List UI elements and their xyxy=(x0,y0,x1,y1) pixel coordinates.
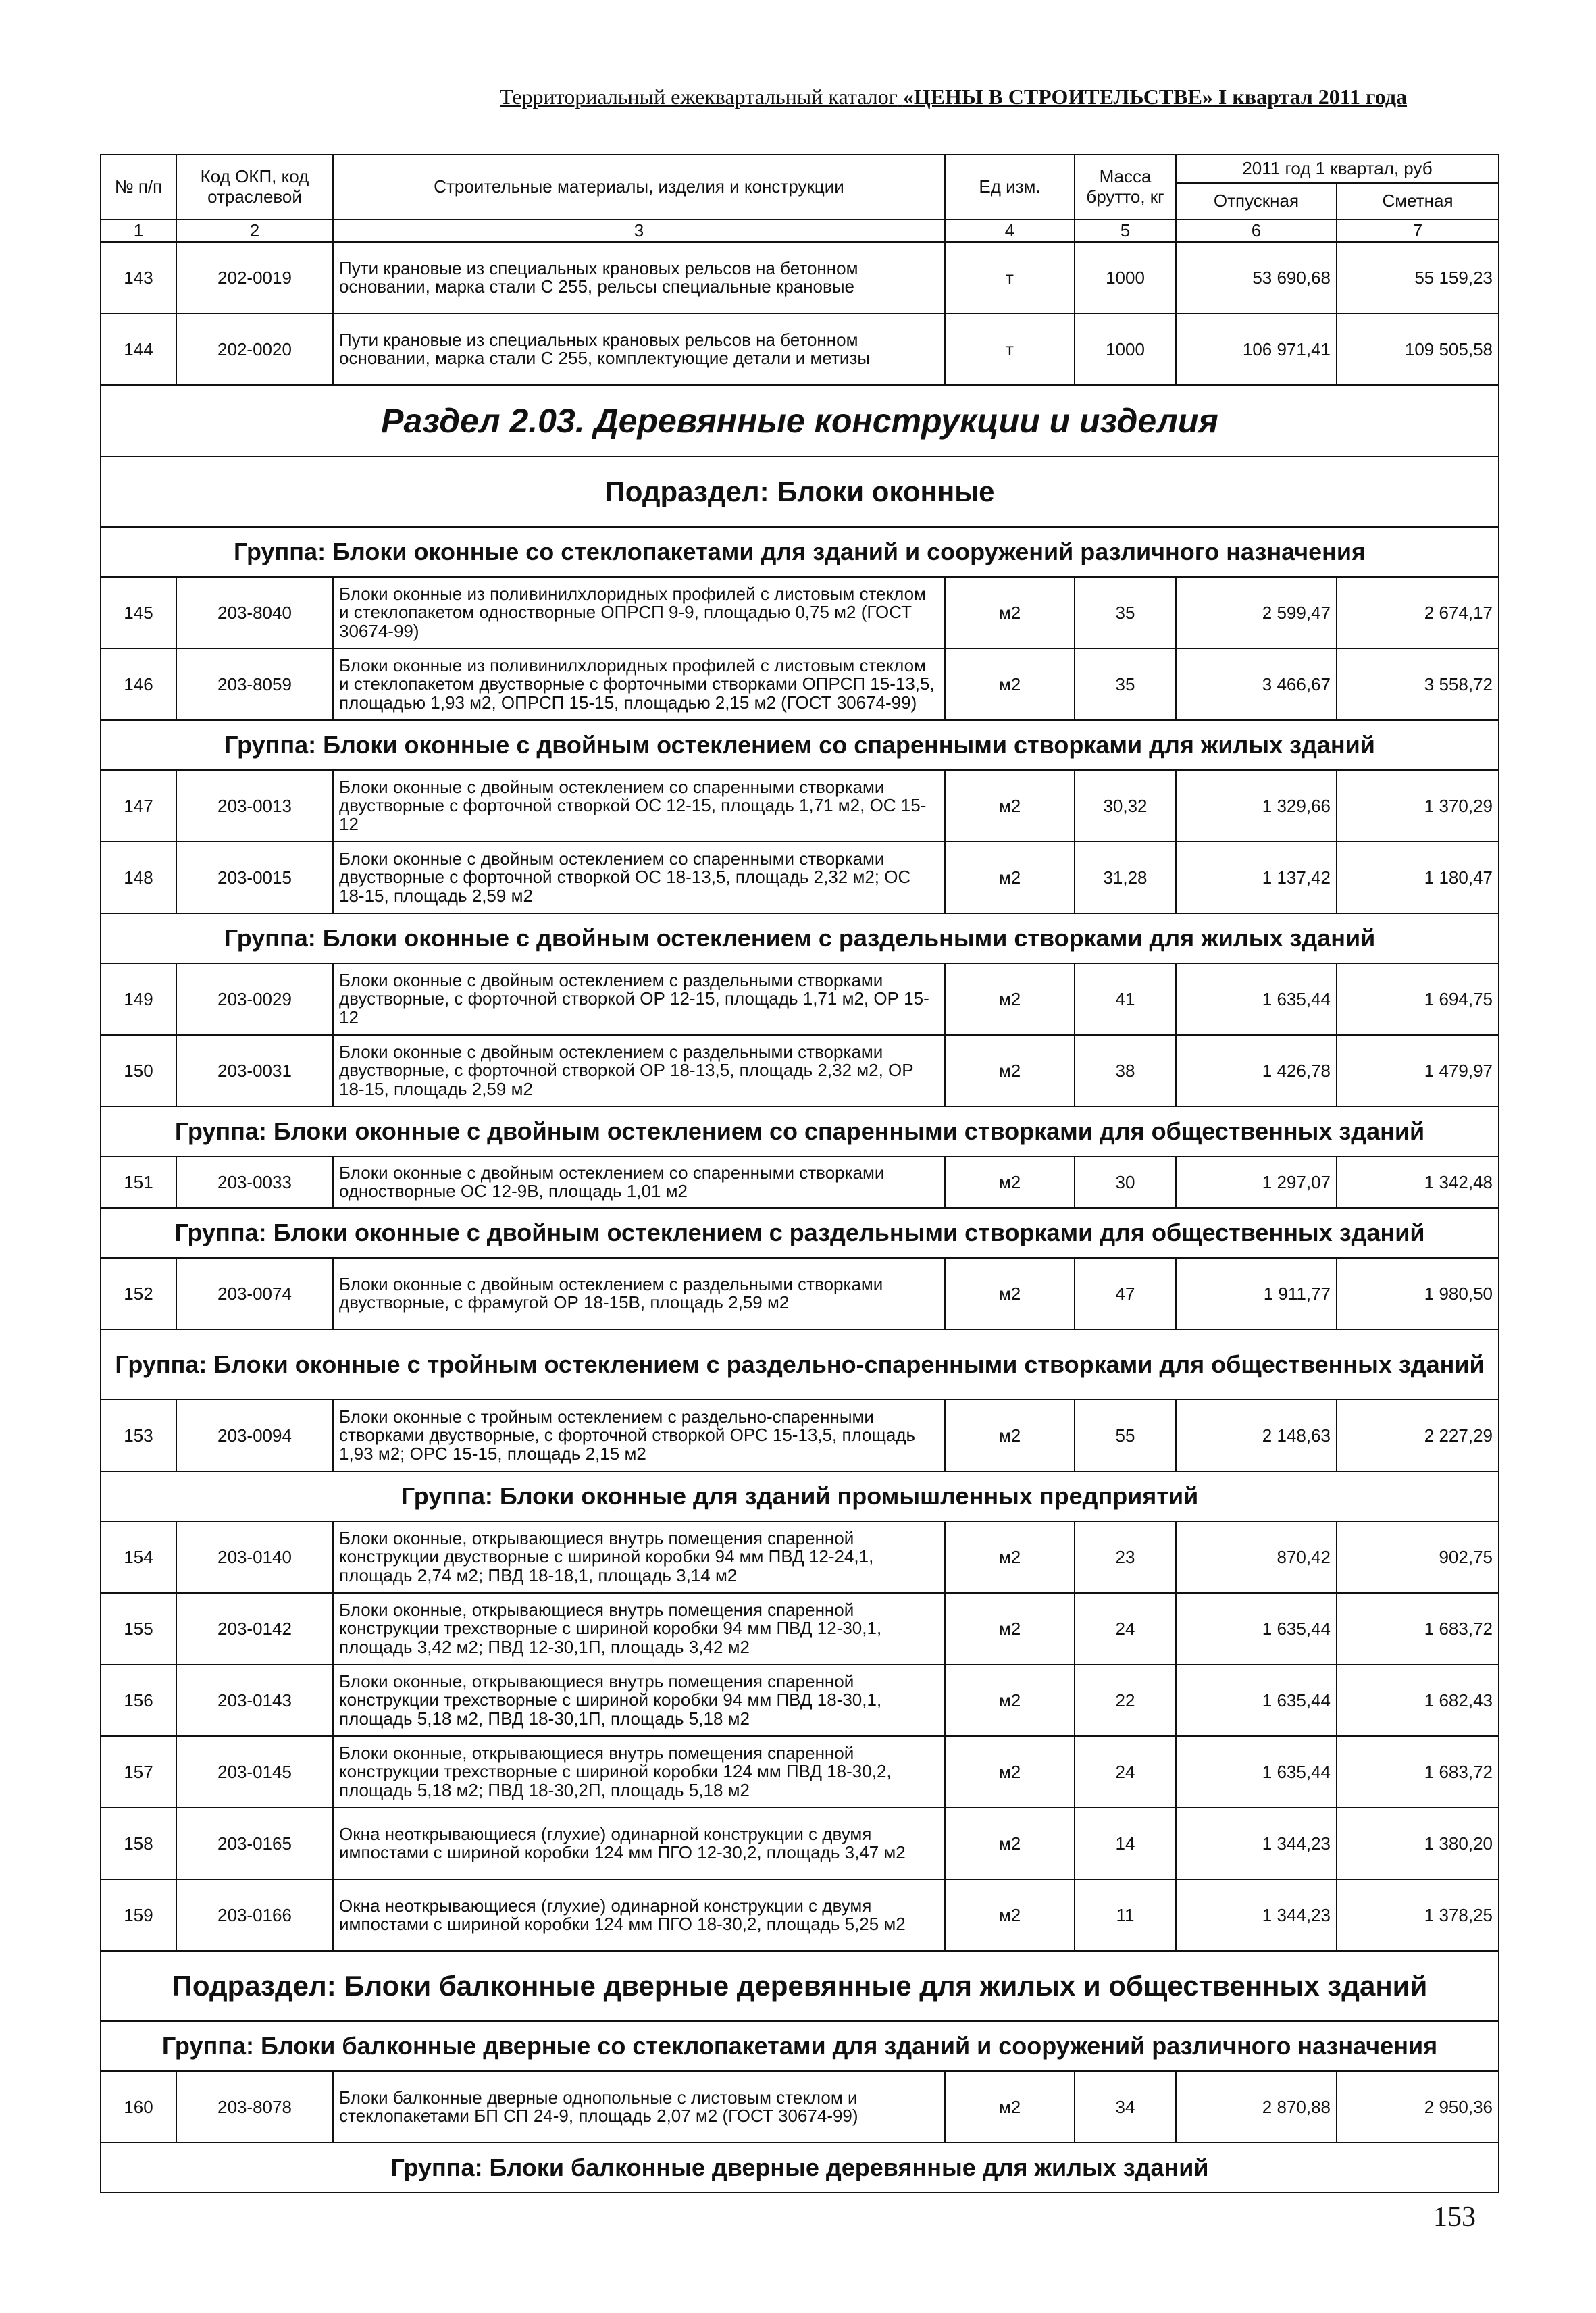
item-name: Блоки оконные с двойным остеклением с раздельными створками двустворные, с форточной створкой ОР 12-15, площадь 1,71 м2, ОР 15-12 xyxy=(333,963,945,1035)
table-row xyxy=(101,2071,1499,2143)
col-price-group-header: 2011 год 1 квартал, руб xyxy=(1176,155,1499,183)
item-code: 203-0166 xyxy=(176,1879,333,1951)
item-mass: 30 xyxy=(1075,1156,1176,1208)
row-number: 159 xyxy=(101,1879,176,1951)
item-unit: м2 xyxy=(945,1593,1075,1664)
item-unit: м2 xyxy=(945,1879,1075,1951)
item-name: Блоки оконные с двойным остеклением со спаренными створками двустворные с форточной створкой ОС 18-13,5, площадь 2,32 м2; ОС 18-15, площадь 2,59 м2 xyxy=(333,842,945,913)
row-number: 157 xyxy=(101,1736,176,1808)
group-title: Группа: Блоки оконные для зданий промышленных предприятий xyxy=(101,1471,1499,1521)
item-name: Блоки оконные с двойным остеклением с раздельными створками двустворные, с фрамугой ОР 18-15В, площадь 2,59 м2 xyxy=(333,1258,945,1329)
group-title: Группа: Блоки оконные с двойным остеклением со спаренными створками для жилых зданий xyxy=(101,720,1499,770)
release-price: 1 426,78 xyxy=(1176,1035,1337,1107)
estimate-price: 1 180,47 xyxy=(1337,842,1499,913)
column-number: 1 xyxy=(101,220,176,242)
table-row xyxy=(101,1156,1499,1208)
item-code: 203-0074 xyxy=(176,1258,333,1329)
item-unit: м2 xyxy=(945,1664,1075,1736)
release-price: 1 635,44 xyxy=(1176,1664,1337,1736)
group-title: Группа: Блоки оконные с тройным остеклением с раздельно-спаренными створками для общественных зданий xyxy=(101,1329,1499,1400)
item-unit: м2 xyxy=(945,649,1075,720)
column-number: 2 xyxy=(176,220,333,242)
item-code: 203-8059 xyxy=(176,649,333,720)
column-number: 7 xyxy=(1337,220,1499,242)
estimate-price: 1 380,20 xyxy=(1337,1808,1499,1879)
item-unit: м2 xyxy=(945,577,1075,649)
col-num-header: № п/п xyxy=(101,155,176,220)
release-price: 53 690,68 xyxy=(1176,242,1337,313)
release-price: 3 466,67 xyxy=(1176,649,1337,720)
row-number: 154 xyxy=(101,1521,176,1593)
group-row xyxy=(101,2143,1499,2193)
release-price: 1 635,44 xyxy=(1176,963,1337,1035)
group-title: Группа: Блоки оконные со стеклопакетами для зданий и сооружений различного назначения xyxy=(101,527,1499,577)
table-row xyxy=(101,242,1499,313)
table-row xyxy=(101,1808,1499,1879)
group-title: Группа: Блоки балконные дверные деревянные для жилых зданий xyxy=(101,2143,1499,2193)
item-code: 203-0031 xyxy=(176,1035,333,1107)
release-price: 2 599,47 xyxy=(1176,577,1337,649)
item-unit: т xyxy=(945,242,1075,313)
group-row xyxy=(101,527,1499,577)
item-name: Блоки оконные, открывающиеся внутрь помещения спаренной конструкции двустворные с шириной коробки 94 мм ПВД 12-24,1, площадь 2,74 м2; ПВД 18-18,1, площадь 3,14 м2 xyxy=(333,1521,945,1593)
release-price: 1 344,23 xyxy=(1176,1879,1337,1951)
estimate-price: 1 683,72 xyxy=(1337,1593,1499,1664)
estimate-price: 1 694,75 xyxy=(1337,963,1499,1035)
release-price: 1 635,44 xyxy=(1176,1593,1337,1664)
item-code: 203-0029 xyxy=(176,963,333,1035)
item-name: Блоки оконные из поливинилхлоридных профилей с листовым стеклом и стеклопакетом двустворные с форточными створками ОПРСП 15-13,5, площадью 1,93 м2, ОПРСП 15-15, площадью 2,15 м2 (ГОСТ 30674-99) xyxy=(333,649,945,720)
header-period: I квартал 2011 года xyxy=(1218,84,1408,109)
table-row xyxy=(101,1258,1499,1329)
page-number: 153 xyxy=(1433,2202,1476,2233)
item-code: 203-0140 xyxy=(176,1521,333,1593)
item-unit: м2 xyxy=(945,963,1075,1035)
item-mass: 35 xyxy=(1075,577,1176,649)
group-row xyxy=(101,1471,1499,1521)
subsection-row xyxy=(101,457,1499,527)
item-code: 203-0033 xyxy=(176,1156,333,1208)
release-price: 870,42 xyxy=(1176,1521,1337,1593)
group-title: Группа: Блоки балконные дверные со стеклопакетами для зданий и сооружений различного назначения xyxy=(101,2021,1499,2071)
estimate-price: 2 674,17 xyxy=(1337,577,1499,649)
table-row xyxy=(101,1400,1499,1471)
row-number: 158 xyxy=(101,1808,176,1879)
table-header xyxy=(101,155,1499,242)
row-number: 145 xyxy=(101,577,176,649)
col-code-header: Код ОКП, код отраслевой xyxy=(176,155,333,220)
item-mass: 30,32 xyxy=(1075,770,1176,842)
col-estimate-header: Сметная xyxy=(1337,183,1499,220)
group-title: Группа: Блоки оконные с двойным остеклением со спаренными створками для общественных зданий xyxy=(101,1107,1499,1156)
item-unit: т xyxy=(945,313,1075,385)
item-code: 202-0019 xyxy=(176,242,333,313)
item-name: Блоки оконные с двойным остеклением с раздельными створками двустворные, с форточной створкой ОР 18-13,5, площадь 2,32 м2, ОР 18-15, площадь 2,59 м2 xyxy=(333,1035,945,1107)
release-price: 1 635,44 xyxy=(1176,1736,1337,1808)
table-row xyxy=(101,963,1499,1035)
item-name: Окна неоткрывающиеся (глухие) одинарной конструкции с двумя импостами с шириной коробки 124 мм ПГО 18-30,2, площадь 5,25 м2 xyxy=(333,1879,945,1951)
item-name: Блоки оконные из поливинилхлоридных профилей с листовым стеклом и стеклопакетом одностворные ОПРСП 9-9, площадью 0,75 м2 (ГОСТ 30674-99) xyxy=(333,577,945,649)
row-number: 148 xyxy=(101,842,176,913)
row-number: 143 xyxy=(101,242,176,313)
release-price: 106 971,41 xyxy=(1176,313,1337,385)
release-price: 1 137,42 xyxy=(1176,842,1337,913)
row-number: 150 xyxy=(101,1035,176,1107)
estimate-price: 1 479,97 xyxy=(1337,1035,1499,1107)
table-row xyxy=(101,1879,1499,1951)
header-title: «ЦЕНЫ В СТРОИТЕЛЬСТВЕ» xyxy=(902,84,1213,109)
row-number: 144 xyxy=(101,313,176,385)
item-mass: 31,28 xyxy=(1075,842,1176,913)
estimate-price: 55 159,23 xyxy=(1337,242,1499,313)
column-number: 6 xyxy=(1176,220,1337,242)
estimate-price: 1 683,72 xyxy=(1337,1736,1499,1808)
item-mass: 24 xyxy=(1075,1593,1176,1664)
row-number: 151 xyxy=(101,1156,176,1208)
column-number: 5 xyxy=(1075,220,1176,242)
item-unit: м2 xyxy=(945,2071,1075,2143)
item-code: 203-0145 xyxy=(176,1736,333,1808)
column-number: 3 xyxy=(333,220,945,242)
estimate-price: 1 682,43 xyxy=(1337,1664,1499,1736)
row-number: 152 xyxy=(101,1258,176,1329)
item-name: Блоки оконные, открывающиеся внутрь помещения спаренной конструкции трехстворные с шириной коробки 94 мм ПВД 18-30,1, площадь 5,18 м2, ПВД 18-30,1П, площадь 5,18 м2 xyxy=(333,1664,945,1736)
table-row xyxy=(101,1521,1499,1593)
item-mass: 1000 xyxy=(1075,242,1176,313)
item-unit: м2 xyxy=(945,1156,1075,1208)
group-title: Группа: Блоки оконные с двойным остеклением с раздельными створками для жилых зданий xyxy=(101,913,1499,963)
row-number: 146 xyxy=(101,649,176,720)
group-row xyxy=(101,1107,1499,1156)
item-name: Блоки оконные, открывающиеся внутрь помещения спаренной конструкции трехстворные с шириной коробки 124 мм ПВД 18-30,2, площадь 5,18 м2; ПВД 18-30,2П, площадь 5,18 м2 xyxy=(333,1736,945,1808)
item-name: Блоки балконные дверные однопольные с листовым стеклом и стеклопакетами БП СП 24-9, площадь 2,07 м2 (ГОСТ 30674-99) xyxy=(333,2071,945,2143)
subsection-title: Подраздел: Блоки оконные xyxy=(101,457,1499,527)
item-mass: 41 xyxy=(1075,963,1176,1035)
group-title: Группа: Блоки оконные с двойным остеклением с раздельными створками для общественных зданий xyxy=(101,1208,1499,1258)
item-name: Пути крановые из специальных крановых рельсов на бетонном основании, марка стали С 255, рельсы специальные крановые xyxy=(333,242,945,313)
table-row xyxy=(101,313,1499,385)
item-mass: 55 xyxy=(1075,1400,1176,1471)
item-code: 203-0013 xyxy=(176,770,333,842)
item-mass: 1000 xyxy=(1075,313,1176,385)
section-title: Раздел 2.03. Деревянные конструкции и изделия xyxy=(101,385,1499,457)
row-number: 160 xyxy=(101,2071,176,2143)
item-unit: м2 xyxy=(945,1258,1075,1329)
estimate-price: 2 950,36 xyxy=(1337,2071,1499,2143)
release-price: 1 911,77 xyxy=(1176,1258,1337,1329)
row-number: 155 xyxy=(101,1593,176,1664)
group-row xyxy=(101,1208,1499,1258)
row-number: 147 xyxy=(101,770,176,842)
column-number: 4 xyxy=(945,220,1075,242)
item-name: Окна неоткрывающиеся (глухие) одинарной конструкции с двумя импостами с шириной коробки 124 мм ПГО 12-30,2, площадь 3,47 м2 xyxy=(333,1808,945,1879)
estimate-price: 1 370,29 xyxy=(1337,770,1499,842)
item-code: 203-0015 xyxy=(176,842,333,913)
estimate-price: 3 558,72 xyxy=(1337,649,1499,720)
estimate-price: 1 980,50 xyxy=(1337,1258,1499,1329)
section-row xyxy=(101,385,1499,457)
table-row xyxy=(101,770,1499,842)
item-unit: м2 xyxy=(945,842,1075,913)
header-prefix: Территориальный ежеквартальный каталог xyxy=(500,84,898,109)
release-price: 1 344,23 xyxy=(1176,1808,1337,1879)
estimate-price: 2 227,29 xyxy=(1337,1400,1499,1471)
price-table xyxy=(100,154,1499,2193)
item-code: 203-0143 xyxy=(176,1664,333,1736)
item-mass: 35 xyxy=(1075,649,1176,720)
release-price: 2 148,63 xyxy=(1176,1400,1337,1471)
item-mass: 34 xyxy=(1075,2071,1176,2143)
item-name: Пути крановые из специальных крановых рельсов на бетонном основании, марка стали С 255, комплектующие детали и метизы xyxy=(333,313,945,385)
item-name: Блоки оконные с тройным остеклением с раздельно-спаренными створками двустворные, с форточной створкой ОРС 15-13,5, площадь 1,93 м2; ОРС 15-15, площадь 2,15 м2 xyxy=(333,1400,945,1471)
item-code: 203-0094 xyxy=(176,1400,333,1471)
column-number-row xyxy=(101,220,1499,242)
estimate-price: 1 342,48 xyxy=(1337,1156,1499,1208)
estimate-price: 902,75 xyxy=(1337,1521,1499,1593)
item-name: Блоки оконные, открывающиеся внутрь помещения спаренной конструкции трехстворные с шириной коробки 94 мм ПВД 12-30,1, площадь 3,42 м2; ПВД 12-30,1П, площадь 3,42 м2 xyxy=(333,1593,945,1664)
item-unit: м2 xyxy=(945,770,1075,842)
release-price: 2 870,88 xyxy=(1176,2071,1337,2143)
item-name: Блоки оконные с двойным остеклением со спаренными створками двустворные с форточной створкой ОС 12-15, площадь 1,71 м2, ОС 15-12 xyxy=(333,770,945,842)
item-mass: 14 xyxy=(1075,1808,1176,1879)
item-code: 203-0165 xyxy=(176,1808,333,1879)
estimate-price: 109 505,58 xyxy=(1337,313,1499,385)
release-price: 1 329,66 xyxy=(1176,770,1337,842)
table-row xyxy=(101,1593,1499,1664)
row-number: 153 xyxy=(101,1400,176,1471)
table-row xyxy=(101,1035,1499,1107)
table-row xyxy=(101,577,1499,649)
item-code: 202-0020 xyxy=(176,313,333,385)
release-price: 1 297,07 xyxy=(1176,1156,1337,1208)
item-mass: 38 xyxy=(1075,1035,1176,1107)
row-number: 156 xyxy=(101,1664,176,1736)
col-unit-header: Ед изм. xyxy=(945,155,1075,220)
subsection-title: Подраздел: Блоки балконные дверные деревянные для жилых и общественных зданий xyxy=(101,1951,1499,2021)
running-header xyxy=(500,84,1486,109)
item-name: Блоки оконные с двойным остеклением со спаренными створками одностворные ОС 12-9В, площадь 1,01 м2 xyxy=(333,1156,945,1208)
table-row xyxy=(101,1736,1499,1808)
item-mass: 24 xyxy=(1075,1736,1176,1808)
table-row xyxy=(101,842,1499,913)
item-unit: м2 xyxy=(945,1521,1075,1593)
item-mass: 47 xyxy=(1075,1258,1176,1329)
row-number: 149 xyxy=(101,963,176,1035)
estimate-price: 1 378,25 xyxy=(1337,1879,1499,1951)
col-name-header: Строительные материалы, изделия и конструкции xyxy=(333,155,945,220)
item-code: 203-0142 xyxy=(176,1593,333,1664)
subsection-row xyxy=(101,1951,1499,2021)
table-row xyxy=(101,1664,1499,1736)
item-unit: м2 xyxy=(945,1736,1075,1808)
item-unit: м2 xyxy=(945,1808,1075,1879)
table-body xyxy=(101,242,1499,2193)
item-code: 203-8040 xyxy=(176,577,333,649)
group-row xyxy=(101,1329,1499,1400)
item-unit: м2 xyxy=(945,1035,1075,1107)
table-row xyxy=(101,649,1499,720)
group-row xyxy=(101,2021,1499,2071)
col-release-header: Отпускная xyxy=(1176,183,1337,220)
item-unit: м2 xyxy=(945,1400,1075,1471)
item-code: 203-8078 xyxy=(176,2071,333,2143)
item-mass: 22 xyxy=(1075,1664,1176,1736)
col-mass-header: Масса брутто, кг xyxy=(1075,155,1176,220)
group-row xyxy=(101,913,1499,963)
item-mass: 23 xyxy=(1075,1521,1176,1593)
group-row xyxy=(101,720,1499,770)
item-mass: 11 xyxy=(1075,1879,1176,1951)
